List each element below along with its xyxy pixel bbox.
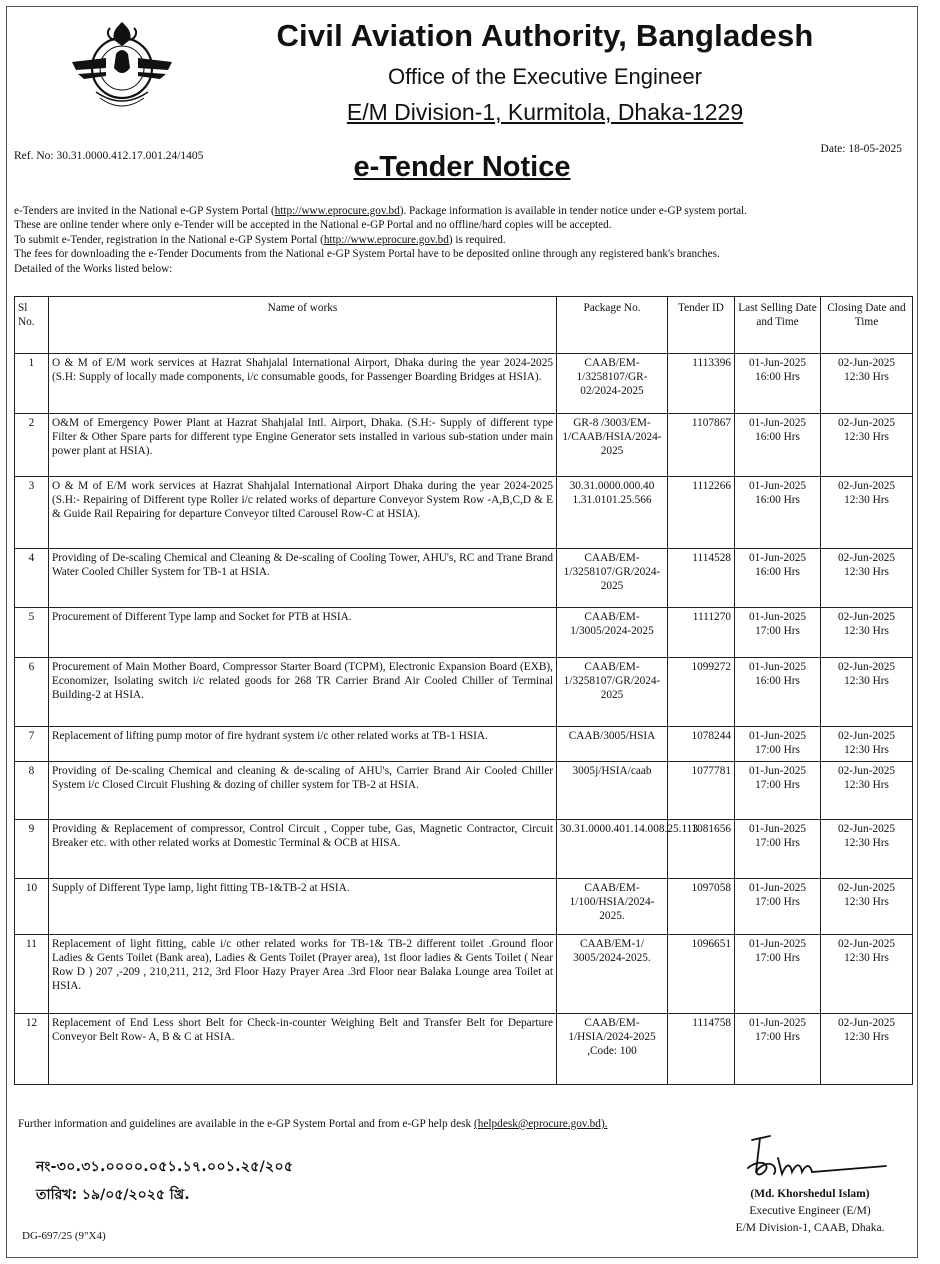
row-work-name: Supply of Different Type lamp, light fitting TB-1&TB-2 at HSIA. — [52, 882, 350, 894]
row-sell-time: 17:00 Hrs — [755, 625, 800, 637]
row-close-date: 02-Jun-2025 — [837, 730, 896, 742]
row-package-no: 30.31.0000.401.14.008.25.113 — [560, 823, 698, 835]
row-close-time: 12:30 Hrs — [844, 779, 889, 791]
row-closing-cell — [821, 762, 913, 820]
notice-date: Date: 18-05-2025 — [820, 143, 902, 155]
row-package-no: CAAB/EM-1/3258107/GR/2024-2025 — [563, 552, 661, 592]
row-sell-date: 01-Jun-2025 — [748, 480, 807, 492]
row-closing-cell — [821, 820, 913, 879]
row-work-name: Providing & Replacement of compressor, Control Circuit , Copper tube, Gas, Magnetic Contractor, Circuit Breaker etc. with other related works at Domestic Terminal & OCB at HISA. — [52, 823, 553, 849]
row-sl: 12 — [25, 1017, 38, 1029]
row-sell-date: 01-Jun-2025 — [748, 661, 807, 673]
row-tender-id: 1081656 — [691, 823, 731, 835]
row-sl-cell — [15, 549, 49, 608]
table-row — [15, 762, 913, 820]
row-close-date: 02-Jun-2025 — [837, 823, 896, 835]
header-sl: Sl No. — [15, 297, 49, 354]
row-tender-id-cell — [668, 762, 735, 820]
row-package-cell — [557, 762, 668, 820]
row-name-cell — [49, 762, 557, 820]
division-address: E/M Division-1, Kurmitola, Dhaka-1229 — [346, 99, 744, 125]
row-sl-cell — [15, 879, 49, 935]
signatory-title: Executive Engineer (E/M) — [749, 1205, 871, 1217]
row-package-cell — [557, 879, 668, 935]
row-package-no: CAAB/EM-1/ 3005/2024-2025. — [573, 938, 651, 964]
row-work-name: Replacement of light fitting, cable i/c other related works for TB-1& TB-2 different toilet .Ground floor Ladies & Gents Toilet (Bank area), Ladies & Gents Toilet (Prayer area), 1st floor ladies & Gents Toilet ( Near Row D ) 207 ,-209 , 210,211, 212, 3rd Floor Hazy Prayer Area .3rd Floor near Balaka Lounge area Toilet at HSIA. — [52, 938, 553, 992]
row-work-name: Replacement of End Less short Belt for Check-in-counter Weighing Belt and Transfer Belt for Departure Conveyor Belt Row- A, B & C at HSIA. — [52, 1017, 553, 1043]
row-close-time: 12:30 Hrs — [844, 675, 889, 687]
row-name-cell — [49, 477, 557, 549]
row-last-selling-cell — [735, 935, 821, 1014]
egp-portal-link[interactable]: http://www.eprocure.gov.bd — [274, 205, 400, 217]
table-row — [15, 879, 913, 935]
row-package-no: 3005j/HSIA/caab — [572, 765, 652, 777]
row-tender-id: 1113396 — [692, 357, 731, 369]
row-name-cell — [49, 1014, 557, 1085]
row-package-cell — [557, 549, 668, 608]
dg-code: DG-697/25 (9"X4) — [22, 1230, 106, 1242]
egp-portal-link-2[interactable]: http://www.eprocure.gov.bd — [323, 233, 449, 246]
row-package-no: CAAB/3005/HSIA — [568, 730, 656, 742]
row-sell-time: 17:00 Hrs — [755, 837, 800, 849]
row-closing-cell — [821, 1014, 913, 1085]
row-sl-cell — [15, 658, 49, 727]
row-name-cell — [49, 879, 557, 935]
organization-name: Civil Aviation Authority, Bangladesh — [276, 18, 814, 53]
table-row — [15, 935, 913, 1014]
row-package-no: CAAB/EM-1/100/HSIA/2024-2025. — [569, 882, 655, 922]
row-sell-date: 01-Jun-2025 — [748, 611, 807, 623]
memo-number-bangla: নং-৩০.৩১.০০০০.০৫১.১৭.০০১.২৫/২০৫ — [36, 1159, 294, 1175]
row-name-cell — [49, 658, 557, 727]
row-tender-id-cell — [668, 879, 735, 935]
row-last-selling-cell — [735, 549, 821, 608]
row-sell-date: 01-Jun-2025 — [748, 730, 807, 742]
header-tender-id: Tender ID — [668, 297, 735, 354]
row-work-name: Procurement of Different Type lamp and Socket for PTB at HSIA. — [52, 611, 352, 623]
row-sl: 1 — [28, 357, 35, 369]
row-tender-id: 1114528 — [692, 552, 731, 564]
row-sl: 6 — [28, 661, 35, 673]
row-closing-cell — [821, 608, 913, 658]
further-info — [18, 1118, 608, 1130]
row-name-cell — [49, 935, 557, 1014]
table-row — [15, 608, 913, 658]
works-table — [14, 296, 913, 1085]
row-close-time: 12:30 Hrs — [844, 952, 889, 964]
row-sell-time: 16:00 Hrs — [755, 675, 800, 687]
office-name: Office of the Executive Engineer — [388, 64, 702, 89]
row-work-name: O & M of E/M work services at Hazrat Shahjalal International Airport Dhaka during the year 2024-2025 (S.H:- Repairing of Different type Roller i/c related works of departure Conveyor System Row -A,B,C,D & E & Guide Rail Repairing for departure Conveyor tilted Carousel Row-C at HSIA). — [52, 480, 553, 520]
row-sl: 9 — [28, 823, 35, 835]
row-package-no: 30.31.0000.000.40 1.31.0101.25.566 — [569, 480, 655, 506]
row-package-cell — [557, 477, 668, 549]
row-tender-id-cell — [668, 608, 735, 658]
row-sell-time: 17:00 Hrs — [755, 744, 800, 756]
row-tender-id-cell — [668, 935, 735, 1014]
row-name-cell — [49, 820, 557, 879]
row-sell-time: 17:00 Hrs — [755, 779, 800, 791]
intro-line-3-start: To submit e-Tender, registration in the National e-GP System Portal ( — [14, 233, 324, 246]
row-sell-date: 01-Jun-2025 — [748, 417, 807, 429]
row-package-no: GR-8 /3003/EM-1/CAAB/HSIA/2024-2025 — [562, 417, 662, 457]
row-sl-cell — [15, 935, 49, 1014]
row-package-cell — [557, 354, 668, 414]
row-close-date: 02-Jun-2025 — [837, 480, 896, 492]
row-last-selling-cell — [735, 658, 821, 727]
row-last-selling-cell — [735, 727, 821, 762]
row-sell-time: 16:00 Hrs — [755, 431, 800, 443]
row-close-date: 02-Jun-2025 — [837, 765, 896, 777]
row-last-selling-cell — [735, 820, 821, 879]
table-row — [15, 549, 913, 608]
row-sell-date: 01-Jun-2025 — [748, 823, 807, 835]
row-closing-cell — [821, 354, 913, 414]
row-close-time: 12:30 Hrs — [844, 371, 889, 383]
row-close-time: 12:30 Hrs — [844, 566, 889, 578]
row-close-time: 12:30 Hrs — [844, 494, 889, 506]
row-close-date: 02-Jun-2025 — [837, 882, 896, 894]
row-close-date: 02-Jun-2025 — [837, 661, 896, 673]
row-sell-time: 17:00 Hrs — [755, 1031, 800, 1043]
intro-line-1-end: ). Package information is available in tender notice under e-GP system portal. — [399, 205, 747, 217]
row-last-selling-cell — [735, 1014, 821, 1085]
signature-icon — [738, 1128, 888, 1186]
row-package-cell — [557, 727, 668, 762]
row-sl: 4 — [28, 552, 35, 564]
memo-date-bangla: তারিখ: ১৯/০৫/২০২৫ খ্রি. — [36, 1187, 190, 1203]
row-closing-cell — [821, 879, 913, 935]
row-sell-date: 01-Jun-2025 — [748, 1017, 807, 1029]
row-last-selling-cell — [735, 354, 821, 414]
row-sell-time: 16:00 Hrs — [755, 494, 800, 506]
row-work-name: Providing of De-scaling Chemical and cleaning & de-scaling of AHU's, Carrier Brand Air Cooled Chiller System i/c Closed Circuit Flushing & dozing of chiller system for TB-2 at HSIA. — [52, 765, 553, 791]
row-tender-id: 1096651 — [691, 938, 731, 950]
row-last-selling-cell — [735, 879, 821, 935]
row-tender-id-cell — [668, 658, 735, 727]
row-work-name: Replacement of lifting pump motor of fire hydrant system i/c other related works at TB-1 HSIA. — [52, 730, 488, 742]
row-sl: 10 — [25, 882, 38, 894]
row-tender-id-cell — [668, 477, 735, 549]
row-sell-date: 01-Jun-2025 — [748, 357, 807, 369]
row-package-cell — [557, 935, 668, 1014]
table-row — [15, 414, 913, 477]
intro-line-3-end: ) is required. — [448, 233, 506, 246]
row-name-cell — [49, 414, 557, 477]
row-package-no: CAAB/EM-1/3258107/GR/2024-2025 — [563, 661, 661, 701]
row-tender-id-cell — [668, 354, 735, 414]
row-last-selling-cell — [735, 477, 821, 549]
header-package: Package No. — [557, 297, 668, 354]
row-close-date: 02-Jun-2025 — [837, 357, 896, 369]
row-tender-id: 1097058 — [691, 882, 731, 894]
row-work-name: Procurement of Main Mother Board, Compressor Starter Board (TCPM), Electronic Expansion Board (EXB), Economizer, Isolating switch i/c related goods for 268 TR Carrier Brand Air Cooled Chiller of Terminal Building-2 at HSIA. — [52, 661, 553, 701]
row-package-cell — [557, 820, 698, 879]
signatory-name: (Md. Khorshedul Islam) — [750, 1188, 870, 1200]
row-package-no: CAAB/EM-1/3005/2024-2025 — [570, 611, 654, 637]
row-close-time: 12:30 Hrs — [844, 625, 889, 637]
row-close-date: 02-Jun-2025 — [837, 938, 896, 950]
row-last-selling-cell — [735, 414, 821, 477]
row-name-cell — [49, 608, 557, 658]
intro-line-5: Detailed of the Works listed below: — [14, 262, 173, 275]
intro-line-3 — [14, 233, 914, 247]
row-work-name: Providing of De-scaling Chemical and Cleaning & De-scaling of Cooling Tower, AHU's, RC and Trane Brand Water Cooled Chiller System for TB-1 at HSIA. — [52, 552, 553, 578]
row-tender-id: 1111270 — [692, 611, 731, 623]
row-closing-cell — [821, 477, 913, 549]
row-package-no: CAAB/EM-1/3258107/GR-02/2024-2025 — [576, 357, 648, 397]
row-tender-id-cell — [668, 727, 735, 762]
header-name: Name of works — [49, 297, 557, 354]
intro-line-1 — [14, 204, 914, 218]
row-sl-cell — [15, 414, 49, 477]
row-sell-date: 01-Jun-2025 — [748, 552, 807, 564]
signatory-office: E/M Division-1, CAAB, Dhaka. — [735, 1222, 885, 1234]
row-package-cell — [557, 658, 668, 727]
row-last-selling-cell — [735, 762, 821, 820]
intro-line-1-start: e-Tenders are invited in the National e-GP System Portal ( — [14, 205, 275, 217]
row-close-time: 12:30 Hrs — [844, 431, 889, 443]
row-close-time: 12:30 Hrs — [844, 744, 889, 756]
further-info-text: Further information and guidelines are available in the e-GP System Portal and from e-GP help desk — [18, 1118, 474, 1130]
row-tender-id: 1099272 — [691, 661, 731, 673]
row-package-cell — [557, 1014, 668, 1085]
row-work-name: O&M of Emergency Power Plant at Hazrat Shahjalal Intl. Airport, Dhaka. (S.H:- Supply of different type Filter & Other Spare parts for different type Engine Generator sets installed in various sub-station under main power plant at HSIA). — [52, 417, 553, 457]
row-sl: 3 — [28, 480, 35, 492]
intro-text — [14, 204, 914, 276]
table-row — [15, 477, 913, 549]
table-row — [15, 1014, 913, 1085]
row-sell-date: 01-Jun-2025 — [748, 882, 807, 894]
row-tender-id: 1114758 — [692, 1017, 731, 1029]
table-row — [15, 820, 913, 879]
row-work-name: O & M of E/M work services at Hazrat Shahjalal International Airport, Dhaka during the year 2024-2025 (S.H: Supply of locally made components, i/c consumable goods, for Passenger Boarding Bridges at HSIA). — [52, 357, 553, 383]
row-closing-cell — [821, 414, 913, 477]
row-sl-cell — [15, 820, 49, 879]
row-name-cell — [49, 549, 557, 608]
row-sl-cell — [15, 1014, 49, 1085]
reference-number: Ref. No: 30.31.0000.412.17.001.24/1405 — [14, 150, 204, 162]
row-sl-cell — [15, 477, 49, 549]
row-sl: 7 — [28, 730, 35, 742]
row-close-time: 12:30 Hrs — [844, 1031, 889, 1043]
row-close-date: 02-Jun-2025 — [837, 1017, 896, 1029]
row-package-cell — [557, 608, 668, 658]
header-closing: Closing Date and Time — [821, 297, 913, 354]
row-close-date: 02-Jun-2025 — [837, 611, 896, 623]
row-package-cell — [557, 414, 668, 477]
notice-title: e-Tender Notice — [353, 151, 571, 183]
header-last-selling: Last Selling Date and Time — [735, 297, 821, 354]
intro-line-2: These are online tender where only e-Tender will be accepted in the National e-GP Portal and no offline/hard copies will be accepted. — [14, 219, 612, 232]
row-sell-time: 17:00 Hrs — [755, 952, 800, 964]
row-closing-cell — [821, 658, 913, 727]
row-sell-time: 16:00 Hrs — [755, 371, 800, 383]
row-closing-cell — [821, 935, 913, 1014]
row-tender-id-cell — [668, 1014, 735, 1085]
row-tender-id-cell — [668, 549, 735, 608]
row-sl: 11 — [26, 938, 37, 950]
row-package-no: CAAB/EM-1/HSIA/2024-2025 ,Code: 100 — [568, 1017, 656, 1057]
row-sl: 5 — [28, 611, 35, 623]
row-close-date: 02-Jun-2025 — [837, 552, 896, 564]
row-sell-date: 01-Jun-2025 — [748, 938, 807, 950]
row-sl-cell — [15, 762, 49, 820]
signature-block — [700, 1186, 920, 1237]
table-row — [15, 658, 913, 727]
table-header-row — [15, 297, 913, 354]
row-sl: 8 — [28, 765, 35, 777]
row-closing-cell — [821, 727, 913, 762]
row-closing-cell — [821, 549, 913, 608]
row-close-date: 02-Jun-2025 — [837, 417, 896, 429]
row-tender-id: 1107867 — [691, 417, 731, 429]
row-last-selling-cell — [735, 608, 821, 658]
row-sell-time: 16:00 Hrs — [755, 566, 800, 578]
row-sell-time: 17:00 Hrs — [755, 896, 800, 908]
row-close-time: 12:30 Hrs — [844, 837, 889, 849]
row-close-time: 12:30 Hrs — [844, 896, 889, 908]
intro-line-4: The fees for downloading the e-Tender Documents from the National e-GP System Portal have to be deposited online through any registered bank's branches. — [14, 248, 720, 261]
row-name-cell — [49, 354, 557, 414]
row-sl: 2 — [28, 417, 35, 429]
table-row — [15, 727, 913, 762]
row-tender-id-cell — [668, 414, 735, 477]
table-row — [15, 354, 913, 414]
row-sl-cell — [15, 727, 49, 762]
row-sell-date: 01-Jun-2025 — [748, 765, 807, 777]
helpdesk-email-link[interactable]: (helpdesk@eprocure.gov.bd). — [473, 1118, 608, 1130]
row-tender-id: 1077781 — [691, 765, 731, 777]
row-name-cell — [49, 727, 557, 762]
row-tender-id: 1112266 — [692, 480, 731, 492]
row-sl-cell — [15, 354, 49, 414]
row-sl-cell — [15, 608, 49, 658]
row-tender-id: 1078244 — [691, 730, 731, 742]
